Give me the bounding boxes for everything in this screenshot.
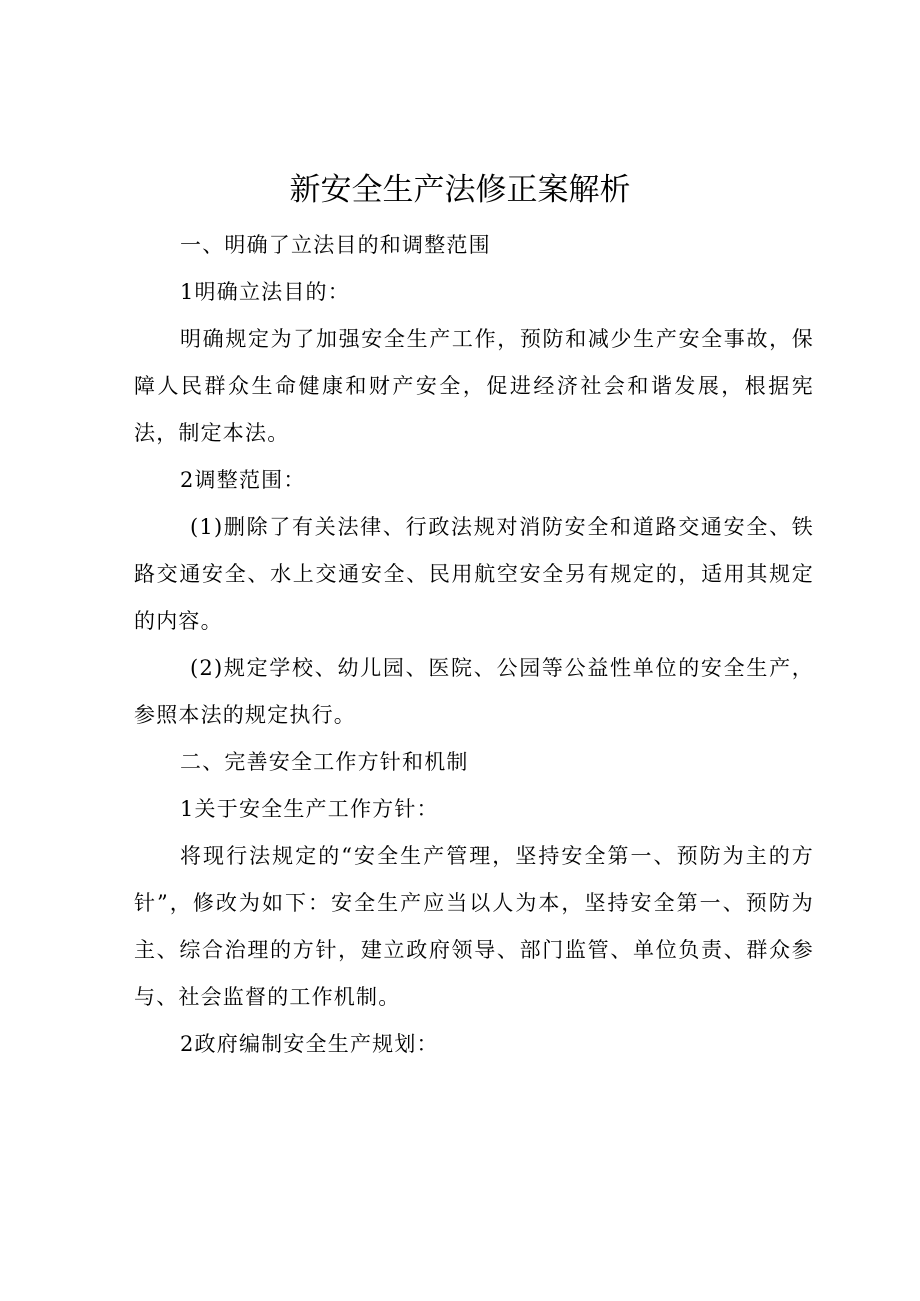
document-title: 新安全生产法修正案解析 — [289, 172, 631, 208]
subheading-planning: 2政府编制安全生产规划： — [180, 1032, 439, 1056]
section-heading-2: 二、完善安全工作方针和机制 — [180, 750, 469, 774]
subheading-purpose: 1明确立法目的： — [180, 280, 350, 304]
paragraph-policy: 将现行法规定的“安全生产管理，坚持安全第一、预防为主的方针”，修改为如下：安全生产应当以人为本，坚持安全第一、预防为主、综合治理的方针，建立政府领导、部门监管、单位负责、群众参与、社会监督的工作机制。 — [134, 844, 814, 1009]
subheading-scope: 2调整范围： — [180, 468, 306, 492]
paragraph-scope-item-1: (1)删除了有关法律、行政法规对消防安全和道路交通安全、铁路交通安全、水上交通安全、民用航空安全另有规定的，适用其规定的内容。 — [134, 515, 814, 633]
subheading-policy: 1关于安全生产工作方针： — [180, 797, 439, 821]
section-heading-1: 一、明确了立法目的和调整范围 — [180, 233, 491, 257]
paragraph-scope-item-2: (2)规定学校、幼儿园、医院、公园等公益性单位的安全生产，参照本法的规定执行。 — [134, 656, 814, 727]
paragraph-purpose: 明确规定为了加强安全生产工作，预防和减少生产安全事故，保障人民群众生命健康和财产安全，促进经济社会和谐发展，根据宪法，制定本法。 — [134, 327, 814, 445]
